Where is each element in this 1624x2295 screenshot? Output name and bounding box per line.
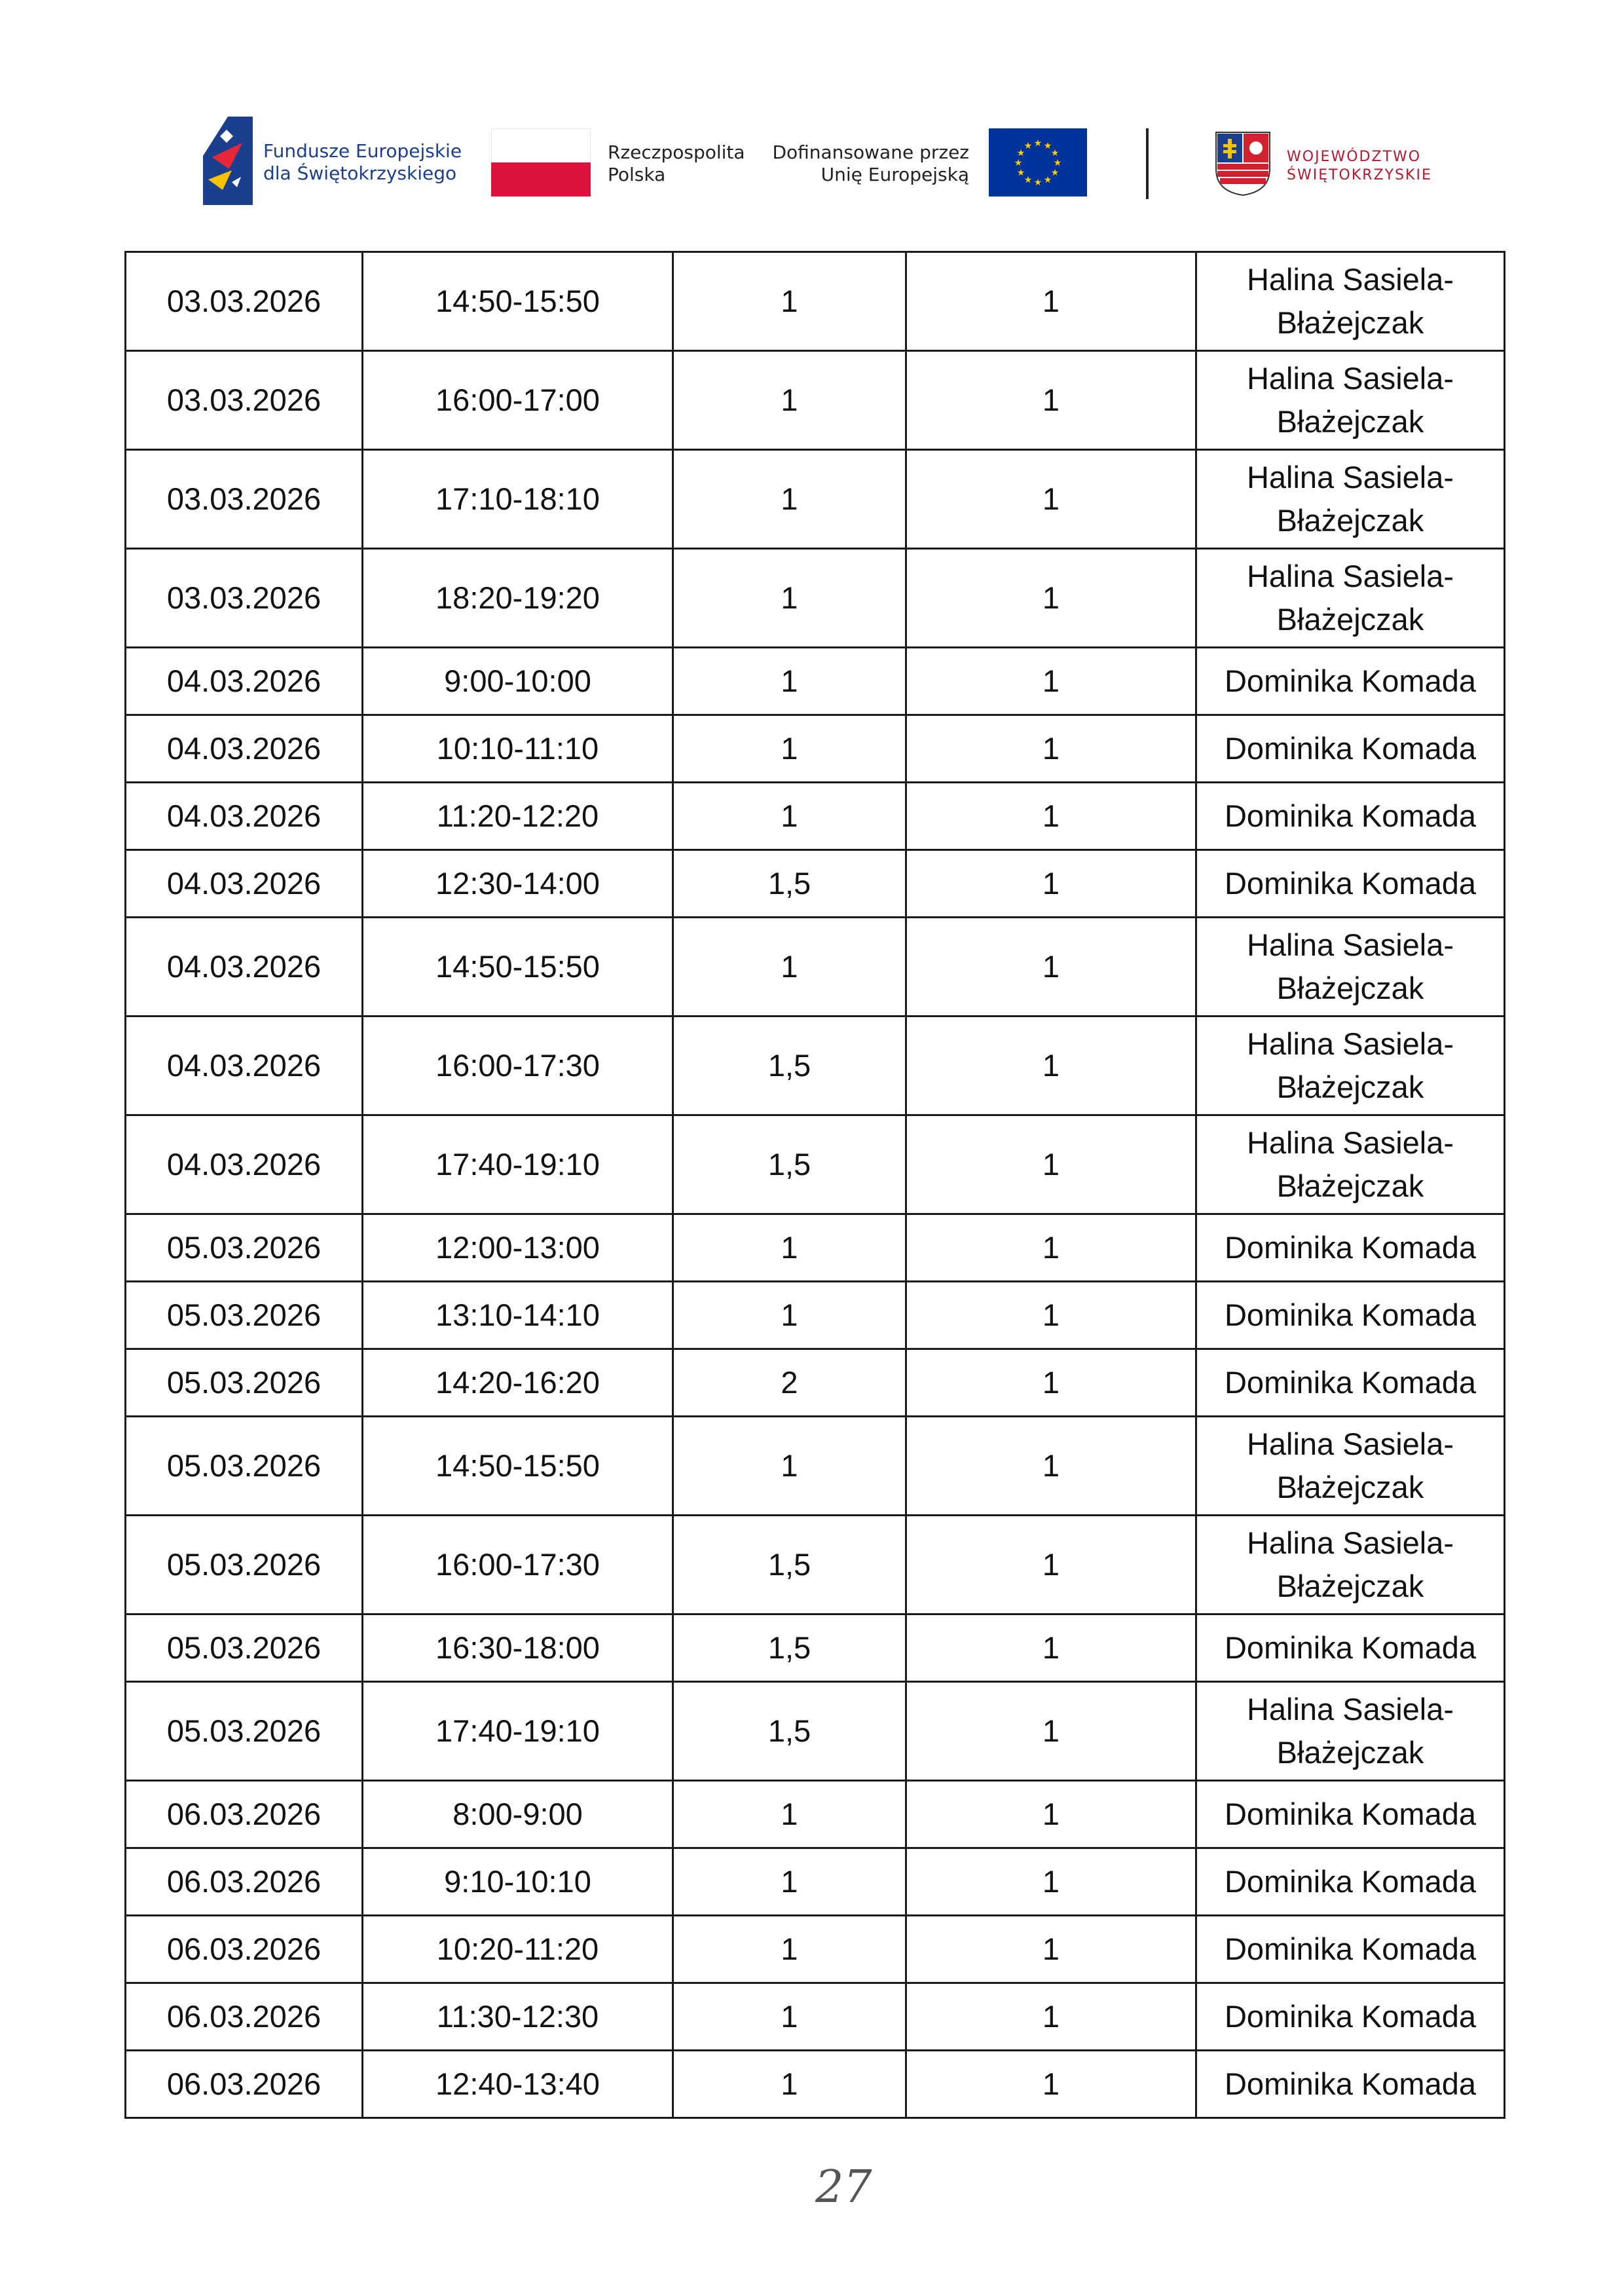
trainer-cell: Halina Sasiela-Błażejczak xyxy=(1196,450,1505,549)
region-logo-line1: WOJEWÓDZTWO xyxy=(1287,149,1422,165)
count-cell: 1 xyxy=(906,1781,1196,1848)
trainer-cell: Dominika Komada xyxy=(1196,783,1505,850)
count-cell: 1 xyxy=(906,1916,1196,1983)
trainer-cell: Halina Sasiela-Błażejczak xyxy=(1196,918,1505,1017)
date-cell: 06.03.2026 xyxy=(126,2051,363,2118)
trainer-cell: Halina Sasiela-Błażejczak xyxy=(1196,549,1505,648)
hours-cell: 1 xyxy=(673,1781,906,1848)
time-cell: 11:30-12:30 xyxy=(363,1983,673,2051)
svg-text:★: ★ xyxy=(1014,158,1023,168)
count-cell: 1 xyxy=(906,351,1196,450)
date-cell: 04.03.2026 xyxy=(126,783,363,850)
rp-logo-line1: Rzeczpospolita xyxy=(608,141,745,163)
table-row xyxy=(126,715,1505,783)
funding-logos-strip xyxy=(203,117,1434,208)
table-row xyxy=(126,1349,1505,1417)
count-cell: 1 xyxy=(906,918,1196,1017)
time-cell: 8:00-9:00 xyxy=(363,1781,673,1848)
time-cell: 16:30-18:00 xyxy=(363,1614,673,1682)
eu-logo-line1: Dofinansowane przez xyxy=(772,141,969,163)
table-row xyxy=(126,1848,1505,1916)
table-row xyxy=(126,1916,1505,1983)
time-cell: 14:20-16:20 xyxy=(363,1349,673,1417)
handwritten-page-number: 27 xyxy=(815,2161,872,2213)
svg-text:★: ★ xyxy=(1024,141,1033,151)
hours-cell: 1 xyxy=(673,1417,906,1516)
table-row xyxy=(126,1017,1505,1115)
time-cell: 14:50-15:50 xyxy=(363,252,673,351)
count-cell: 1 xyxy=(906,252,1196,351)
hours-cell: 1 xyxy=(673,2051,906,2118)
table-row xyxy=(126,1983,1505,2051)
svg-text:★: ★ xyxy=(1053,158,1062,168)
count-cell: 1 xyxy=(906,648,1196,715)
table-row xyxy=(126,549,1505,648)
date-cell: 06.03.2026 xyxy=(126,1983,363,2051)
hours-cell: 1 xyxy=(673,715,906,783)
count-cell: 1 xyxy=(906,1983,1196,2051)
date-cell: 05.03.2026 xyxy=(126,1682,363,1781)
trainer-cell: Halina Sasiela-Błażejczak xyxy=(1196,1115,1505,1214)
trainer-cell: Dominika Komada xyxy=(1196,850,1505,918)
trainer-cell: Dominika Komada xyxy=(1196,1214,1505,1282)
svg-text:★: ★ xyxy=(1050,148,1060,159)
time-cell: 17:10-18:10 xyxy=(363,450,673,549)
eu-cofinancing-logo xyxy=(772,128,1087,200)
trainer-cell: Halina Sasiela-Błażejczak xyxy=(1196,1516,1505,1614)
count-cell: 1 xyxy=(906,1115,1196,1214)
time-cell: 12:40-13:40 xyxy=(363,2051,673,2118)
hours-cell: 1 xyxy=(673,351,906,450)
trainer-cell: Halina Sasiela-Błażejczak xyxy=(1196,1017,1505,1115)
svg-text:★: ★ xyxy=(1033,177,1043,188)
time-cell: 11:20-12:20 xyxy=(363,783,673,850)
count-cell: 1 xyxy=(906,1349,1196,1417)
schedule-table xyxy=(124,251,1505,2119)
hours-cell: 2 xyxy=(673,1349,906,1417)
time-cell: 16:00-17:30 xyxy=(363,1516,673,1614)
count-cell: 1 xyxy=(906,1614,1196,1682)
trainer-cell: Halina Sasiela-Błażejczak xyxy=(1196,351,1505,450)
table-row xyxy=(126,918,1505,1017)
fundusze-europejskie-logo xyxy=(203,117,530,208)
wojewodztwo-swietokrzyskie-logo xyxy=(1215,131,1437,203)
count-cell: 1 xyxy=(906,1214,1196,1282)
region-logo-line2: ŚWIĘTOKRZYSKIE xyxy=(1287,167,1432,183)
fe-logo-line1: Fundusze Europejskie xyxy=(263,140,462,162)
count-cell: 1 xyxy=(906,715,1196,783)
trainer-cell: Dominika Komada xyxy=(1196,648,1505,715)
table-row xyxy=(126,1115,1505,1214)
count-cell: 1 xyxy=(906,783,1196,850)
hours-cell: 1 xyxy=(673,1983,906,2051)
svg-text:★: ★ xyxy=(1016,148,1025,159)
rp-logo-line2: Polska xyxy=(608,164,666,185)
time-cell: 18:20-19:20 xyxy=(363,549,673,648)
hours-cell: 1 xyxy=(673,450,906,549)
table-row xyxy=(126,648,1505,715)
table-row xyxy=(126,1682,1505,1781)
count-cell: 1 xyxy=(906,1417,1196,1516)
date-cell: 04.03.2026 xyxy=(126,1017,363,1115)
hours-cell: 1,5 xyxy=(673,1115,906,1214)
date-cell: 03.03.2026 xyxy=(126,549,363,648)
time-cell: 13:10-14:10 xyxy=(363,1282,673,1349)
trainer-cell: Halina Sasiela-Błażejczak xyxy=(1196,1417,1505,1516)
time-cell: 14:50-15:50 xyxy=(363,918,673,1017)
count-cell: 1 xyxy=(906,450,1196,549)
svg-text:★: ★ xyxy=(1033,138,1043,149)
date-cell: 05.03.2026 xyxy=(126,1417,363,1516)
trainer-cell: Dominika Komada xyxy=(1196,1916,1505,1983)
date-cell: 05.03.2026 xyxy=(126,1282,363,1349)
hours-cell: 1,5 xyxy=(673,1017,906,1115)
svg-text:★: ★ xyxy=(1016,168,1025,178)
time-cell: 9:10-10:10 xyxy=(363,1848,673,1916)
trainer-cell: Dominika Komada xyxy=(1196,1781,1505,1848)
time-cell: 12:30-14:00 xyxy=(363,850,673,918)
table-row xyxy=(126,450,1505,549)
trainer-cell: Dominika Komada xyxy=(1196,715,1505,783)
hours-cell: 1 xyxy=(673,549,906,648)
trainer-cell: Dominika Komada xyxy=(1196,1848,1505,1916)
time-cell: 16:00-17:00 xyxy=(363,351,673,450)
trainer-cell: Dominika Komada xyxy=(1196,2051,1505,2118)
count-cell: 1 xyxy=(906,1282,1196,1349)
count-cell: 1 xyxy=(906,2051,1196,2118)
svg-text:★: ★ xyxy=(1024,175,1033,185)
table-row xyxy=(126,252,1505,351)
hours-cell: 1,5 xyxy=(673,1516,906,1614)
hours-cell: 1 xyxy=(673,1916,906,1983)
table-row xyxy=(126,1781,1505,1848)
rzeczpospolita-polska-logo xyxy=(491,128,766,200)
date-cell: 05.03.2026 xyxy=(126,1614,363,1682)
trainer-cell: Dominika Komada xyxy=(1196,1614,1505,1682)
time-cell: 9:00-10:00 xyxy=(363,648,673,715)
hours-cell: 1,5 xyxy=(673,850,906,918)
polish-flag-icon xyxy=(491,128,591,196)
date-cell: 03.03.2026 xyxy=(126,450,363,549)
hours-cell: 1,5 xyxy=(673,1614,906,1682)
date-cell: 04.03.2026 xyxy=(126,648,363,715)
date-cell: 03.03.2026 xyxy=(126,252,363,351)
fe-star-mark-icon xyxy=(203,117,253,205)
region-coat-of-arms-icon xyxy=(1215,131,1271,196)
count-cell: 1 xyxy=(906,1017,1196,1115)
svg-text:★: ★ xyxy=(1043,175,1052,185)
trainer-cell: Dominika Komada xyxy=(1196,1282,1505,1349)
count-cell: 1 xyxy=(906,1516,1196,1614)
date-cell: 04.03.2026 xyxy=(126,715,363,783)
date-cell: 04.03.2026 xyxy=(126,918,363,1017)
time-cell: 10:10-11:10 xyxy=(363,715,673,783)
date-cell: 06.03.2026 xyxy=(126,1848,363,1916)
time-cell: 16:00-17:30 xyxy=(363,1017,673,1115)
table-row xyxy=(126,1516,1505,1614)
table-row xyxy=(126,850,1505,918)
fe-logo-line2: dla Świętokrzyskiego xyxy=(263,162,457,184)
table-row xyxy=(126,783,1505,850)
date-cell: 04.03.2026 xyxy=(126,850,363,918)
time-cell: 17:40-19:10 xyxy=(363,1115,673,1214)
count-cell: 1 xyxy=(906,1682,1196,1781)
count-cell: 1 xyxy=(906,850,1196,918)
table-row xyxy=(126,1282,1505,1349)
time-cell: 14:50-15:50 xyxy=(363,1417,673,1516)
hours-cell: 1 xyxy=(673,648,906,715)
hours-cell: 1 xyxy=(673,252,906,351)
table-row xyxy=(126,2051,1505,2118)
table-row xyxy=(126,1417,1505,1516)
date-cell: 06.03.2026 xyxy=(126,1916,363,1983)
count-cell: 1 xyxy=(906,1848,1196,1916)
svg-text:★: ★ xyxy=(1050,168,1060,178)
hours-cell: 1 xyxy=(673,1214,906,1282)
logo-divider xyxy=(1146,128,1149,199)
hours-cell: 1,5 xyxy=(673,1682,906,1781)
trainer-cell: Dominika Komada xyxy=(1196,1349,1505,1417)
date-cell: 04.03.2026 xyxy=(126,1115,363,1214)
trainer-cell: Dominika Komada xyxy=(1196,1983,1505,2051)
eu-flag-icon xyxy=(989,128,1087,196)
hours-cell: 1 xyxy=(673,1848,906,1916)
eu-logo-line2: Unię Europejską xyxy=(821,164,969,185)
hours-cell: 1 xyxy=(673,918,906,1017)
count-cell: 1 xyxy=(906,549,1196,648)
hours-cell: 1 xyxy=(673,783,906,850)
hours-cell: 1 xyxy=(673,1282,906,1349)
date-cell: 06.03.2026 xyxy=(126,1781,363,1848)
time-cell: 12:00-13:00 xyxy=(363,1214,673,1282)
table-row xyxy=(126,351,1505,450)
date-cell: 03.03.2026 xyxy=(126,351,363,450)
trainer-cell: Halina Sasiela-Błażejczak xyxy=(1196,1682,1505,1781)
trainer-cell: Halina Sasiela-Błażejczak xyxy=(1196,252,1505,351)
date-cell: 05.03.2026 xyxy=(126,1214,363,1282)
time-cell: 17:40-19:10 xyxy=(363,1682,673,1781)
date-cell: 05.03.2026 xyxy=(126,1516,363,1614)
date-cell: 05.03.2026 xyxy=(126,1349,363,1417)
svg-text:★: ★ xyxy=(1043,141,1052,151)
schedule-table-body xyxy=(126,252,1505,2118)
table-row xyxy=(126,1214,1505,1282)
table-row xyxy=(126,1614,1505,1682)
time-cell: 10:20-11:20 xyxy=(363,1916,673,1983)
